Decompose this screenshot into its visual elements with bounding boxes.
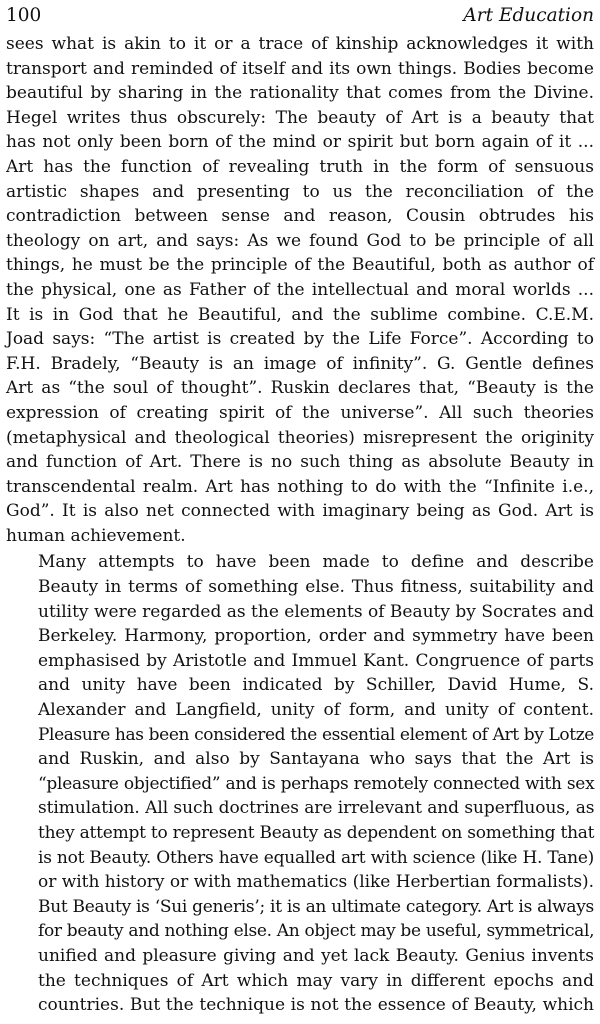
text-line: Alexander and Langfield, unity of form, and unity of content. [38, 700, 594, 721]
text-line: Berkeley. Harmony, proportion, order and symmetry have been [38, 626, 594, 647]
text-line: Beauty in terms of something else. Thus fitness, suitability and [38, 577, 594, 598]
text-line: Art has the function of revealing truth in the form of sensuous [6, 156, 594, 177]
text-line: expression of creating spirit of the universe”. All such theories [6, 402, 594, 423]
page-number: 100 [6, 5, 42, 26]
text-line: or with history or with mathematics (like Herbertian formalists). [38, 872, 594, 893]
text-line: they attempt to represent Beauty as dependent on something that [38, 823, 595, 843]
text-line: is not Beauty. Others have equalled art with science (like H. Tane) [38, 847, 595, 868]
text-line: and unity have been indicated by Schiller, David Hume, S. [38, 675, 594, 696]
text-line: God”. It is also net connected with imaginary being as God. Art is [6, 501, 594, 522]
text-line: F.H. Bradely, “Beauty is an image of infinity”. G. Gentle defines [6, 353, 594, 374]
text-line: and Ruskin, and also by Santayana who says that the Art is [38, 749, 594, 770]
paragraph-2 [6, 550, 594, 1017]
text-line: the physical, one as Father of the intellectual and moral worlds ... [6, 279, 594, 300]
body-text [6, 32, 594, 1018]
text-line: human achievement. [6, 525, 186, 546]
running-head [6, 2, 594, 32]
text-line: for beauty and nothing else. An object may be useful, symmetrical, [38, 921, 595, 942]
text-line: It is in God that he Beautiful, and the sublime combine. C.E.M. [6, 304, 594, 325]
text-line: emphasised by Aristotle and Immuel Kant. Congruence of parts [38, 650, 594, 671]
text-line: has not only been born of the mind or spirit but born again of it ... [6, 132, 594, 153]
paragraph-1 [6, 32, 594, 548]
text-line: unified and pleasure giving and yet lack Beauty. Genius invents [38, 945, 594, 966]
running-title: Art Education [463, 5, 594, 26]
text-line: artistic shapes and presenting to us the reconciliation of the [6, 181, 594, 202]
text-line: But Beauty is ‘Sui generis’; it is an ultimate category. Art is always [38, 896, 595, 917]
text-line: beautiful by sharing in the rationality that comes from the Divine. [6, 83, 594, 104]
text-line: contradiction between sense and reason, Cousin obtrudes his [6, 206, 594, 227]
text-line: the techniques of Art which may vary in different epochs and [38, 970, 594, 991]
text-line: stimulation. All such doctrines are irrelevant and superfluous, as [38, 798, 595, 819]
text-line: Pleasure has been considered the essential element of Art by Lotze [38, 724, 594, 745]
text-line: transcendental realm. Art has nothing to do with the “Infinite i.e., [6, 476, 594, 497]
text-line: things, he must be the principle of the Beautiful, both as author of [6, 255, 594, 276]
text-line: theology on art, and says: As we found God to be principle of all [6, 230, 594, 251]
text-line: Joad says: “The artist is created by the Life Force”. According to [6, 329, 594, 350]
text-line: and function of Art. There is no such thing as absolute Beauty in [6, 452, 594, 473]
text-line: countries. But the technique is not the essence of Beauty, which [38, 995, 594, 1016]
text-line: sees what is akin to it or a trace of kinship acknowledges it with [6, 34, 594, 54]
text-line: Hegel writes thus obscurely: The beauty of Art is a beauty that [6, 107, 594, 128]
text-line: (metaphysical and theological theories) misrepresent the originity [6, 427, 594, 448]
text-line: transport and reminded of itself and its own things. Bodies become [6, 58, 594, 79]
text-line: Art as “the soul of thought”. Ruskin declares that, “Beauty is the [6, 378, 594, 399]
text-line: “pleasure objectified” and is perhaps remotely connected with sex [38, 773, 595, 794]
text-line: Many attempts to have been made to define and describe [38, 552, 594, 573]
text-line: utility were regarded as the elements of Beauty by Socrates and [38, 601, 594, 622]
